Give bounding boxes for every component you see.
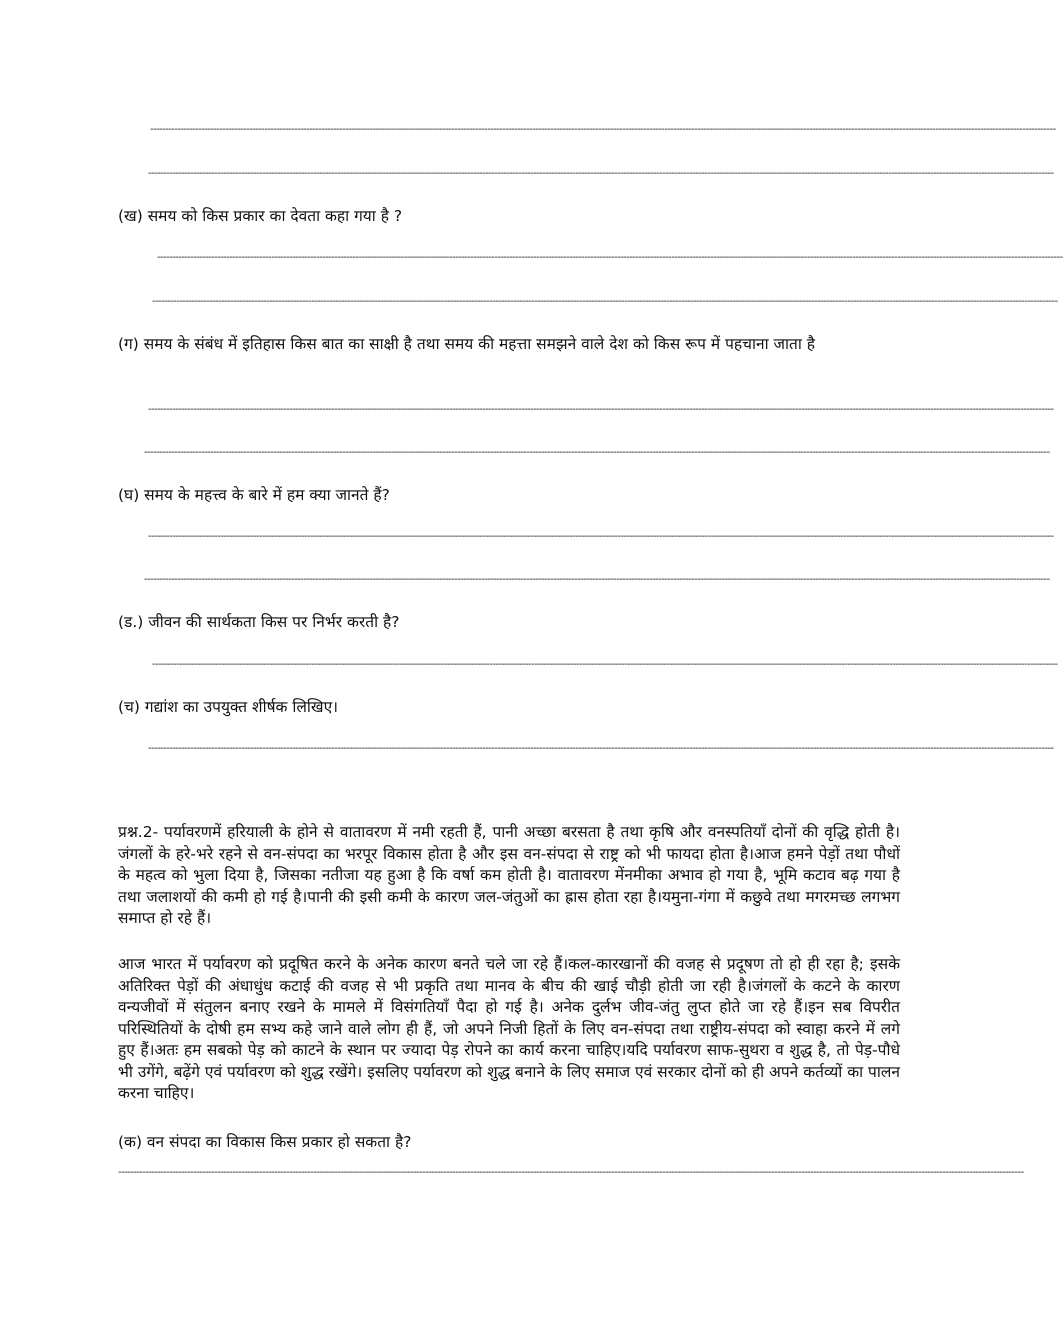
answer-line[interactable]: ------------------------------------------------------------------------------------------------------------------------------------------------------------------------------------------------------------------------------------------------------------------------------------------------------------- bbox=[144, 574, 1050, 585]
answer-line[interactable]: ------------------------------------------------------------------------------------------------------------------------------------------------------------------------------------------------------------------------------------------------------------------------------------------------------------- bbox=[157, 252, 1063, 263]
answer-line[interactable]: ------------------------------------------------------------------------------------------------------------------------------------------------------------------------------------------------------------------------------------------------------------------------------------------------------------- bbox=[144, 447, 1050, 458]
question-da: (ड.) जीवन की सार्थकता किस पर निर्भर करती है? bbox=[118, 613, 400, 631]
answer-line[interactable]: ------------------------------------------------------------------------------------------------------------------------------------------------------------------------------------------------------------------------------------------------------------------------------------------------------------- bbox=[148, 743, 1054, 754]
question-ka: (क) वन संपदा का विकास किस प्रकार हो सकता है? bbox=[118, 1133, 412, 1151]
passage-paragraph-1: प्रश्न.2- पर्यावरणमें हरियाली के होने से वातावरण में नमी रहती हैं, पानी अच्छा बरसता है तथा कृषि और वनस्पतियाँ दोनों की वृद्धि होती है।जंगलों के हरे-भरे रहने से वन-संपदा का भरपूर विकास होता है और इस वन-संपदा से राष्ट्र को भी फायदा होता है।आज हमने पेड़ों तथा पौधों के महत्व को भुला दिया है, जिसका नतीजा यह हुआ है कि वर्षा कम होती है। वातावरण मेंनमीका अभाव हो गया है, भूमि कटाव बढ़ गया है तथा जलाशयों की कमी हो गई है।पानी की इसी कमी के कारण जल-जंतुओं का ह्रास होता रहा है।यमुना-गंगा में कछुवे तथा मगरमच्छ लगभग समाप्त हो रहे हैं। bbox=[118, 823, 900, 927]
answer-line[interactable]: ------------------------------------------------------------------------------------------------------------------------------------------------------------------------------------------------------------------------------------------------------------------------------------------------------------- bbox=[148, 168, 1054, 179]
answer-line[interactable]: ------------------------------------------------------------------------------------------------------------------------------------------------------------------------------------------------------------------------------------------------------------------------------------------------------------- bbox=[118, 1167, 1024, 1178]
answer-line[interactable]: ------------------------------------------------------------------------------------------------------------------------------------------------------------------------------------------------------------------------------------------------------------------------------------------------------------- bbox=[148, 531, 1054, 542]
answer-line[interactable]: ------------------------------------------------------------------------------------------------------------------------------------------------------------------------------------------------------------------------------------------------------------------------------------------------------------- bbox=[152, 659, 1058, 670]
question-gha: (घ) समय के महत्त्व के बारे में हम क्या जानते हैं? bbox=[118, 486, 390, 504]
answer-line[interactable]: ------------------------------------------------------------------------------------------------------------------------------------------------------------------------------------------------------------------------------------------------------------------------------------------------------------- bbox=[152, 296, 1058, 307]
answer-line[interactable]: ------------------------------------------------------------------------------------------------------------------------------------------------------------------------------------------------------------------------------------------------------------------------------------------------------------- bbox=[148, 404, 1054, 415]
question-ga: (ग) समय के संबंध में इतिहास किस बात का साक्षी है तथा समय की महत्ता समझने वाले देश को किस रूप में पहचाना जाता है bbox=[118, 335, 816, 353]
passage-paragraph-2: आज भारत में पर्यावरण को प्रदूषित करने के अनेक कारण बनते चले जा रहे हैं।कल-कारखानों की वजह से प्रदूषण तो हो ही रहा है; इसके अतिरिक्त पेड़ों की अंधाधुंध कटाई की वजह से भी प्रकृति तथा मानव के बीच की खाई चौड़ी होती जा रही है।जंगलों के कटने के कारण वन्यजीवों में संतुलन बनाए रखने के मामले में विसंगतियाँ पैदा हो गई है। अनेक दुर्लभ जीव-जंतु लुप्त होते जा रहे हैं।इन सब विपरीत परिस्थितियों के दोषी हम सभ्य कहे जाने वाले लोग ही हैं, जो अपने निजी हितों के लिए वन-संपदा तथा राष्ट्रीय-संपदा को स्वाहा करने में लगे हुए हैं।अतः हम सबको पेड़ को काटने के स्थान पर ज्यादा पेड़ रोपने का कार्य करना चाहिए।यदि पर्यावरण साफ-सुथरा व शुद्ध है, तो पेड़-पौधे भी उगेंगे, बढ़ेंगे एवं पर्यावरण को शुद्ध रखेंगे। इसलिए पर्यावरण को शुद्ध बनाने के लिए समाज एवं सरकार दोनों को ही अपने कर्तव्यों का पालन करना चाहिए। bbox=[118, 955, 900, 1102]
question-cha: (च) गद्यांश का उपयुक्त शीर्षक लिखिए। bbox=[118, 698, 339, 716]
question-kha: (ख) समय को किस प्रकार का देवता कहा गया है ? bbox=[118, 207, 403, 225]
answer-line[interactable]: ------------------------------------------------------------------------------------------------------------------------------------------------------------------------------------------------------------------------------------------------------------------------------------------------------------- bbox=[150, 124, 1056, 135]
